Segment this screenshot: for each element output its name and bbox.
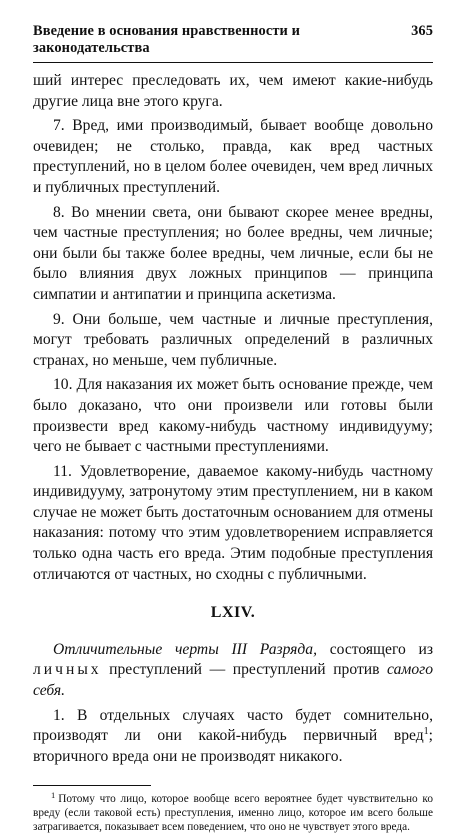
paragraph-11: 11. Удовлетворение, даваемое какому-нибудь частному индивидууму, затронутому этим преступлением, ни в каком случае не может быть достаточным основанием для отмены наказания: потому что этим удовлетворением исправляется только одна часть его вреда. Этим подобные преступления отличаются от частных, но сходны с публичными. — [33, 462, 433, 583]
footnote — [33, 789, 433, 834]
section-paragraph-1-text-a: 1. В отдельных случаях часто будет сомнительно, производят ли они какой-нибудь первичный вред — [33, 706, 433, 745]
footnote-reference[interactable]: 1 — [423, 726, 429, 738]
subtitle-italic-1: Отличительные черты III Разряда, — [53, 640, 318, 658]
page-number: 365 — [411, 23, 433, 39]
subtitle-text-2: преступлений — преступлений против — [101, 661, 388, 679]
subtitle-spaced-word: личных — [33, 661, 102, 679]
section-paragraph-1-text-b: ; вторичного вреда они не производят никакого. — [33, 727, 433, 765]
subtitle-text-1: состоящего из — [317, 640, 433, 658]
paragraph-9: 9. Они больше, чем частные и личные преступления, могут требовать различных определений в различных странах, но меньше, чем публичные. — [33, 310, 433, 369]
section-heading: LXIV. — [210, 604, 256, 622]
running-title: Введение в основания нравственности и законодательства — [33, 23, 300, 56]
paragraph-7: 7. Вред, ими производимый, бывает вообще довольно очевиден; не столько, правда, как вред частных преступлений, но в целом более очевиден, чем вред личных и публичных преступлений. — [33, 117, 433, 196]
footnote-text: Потому что лицо, которое вообще всего вероятнее будет чувствительно ко вреду (если таковой есть) преступления, именно лицо, которое им всего больше затрагивается, показывает всем поведением, что оно не чувствует этого вреда. — [33, 793, 433, 833]
running-header — [33, 0, 433, 63]
paragraph-continuation: ший интерес преследовать их, чем имеют какие-нибудь другие лица вне этого круга. — [33, 72, 433, 110]
subtitle-italic-2: самого себя. — [33, 661, 433, 700]
main-text — [33, 71, 433, 767]
paragraph-10: 10. Для наказания их может быть основание прежде, чем было доказано, что они произвели или готовы были произвести вред какому-нибудь частному индивидууму; чего не бывает с частными преступлениями. — [33, 376, 433, 456]
footnote-mark: 1 — [51, 789, 56, 800]
paragraph-8: 8. Во мнении света, они бывают скорее менее вредны, чем частные преступления; но более вредны, чем личные; они были бы также более вредны, чем личные, если бы не было влияния двух ложных принципов — принципа симпатии и антипатии и принципа аскетизма. — [33, 203, 433, 303]
section-subtitle — [33, 640, 433, 702]
section-paragraph-1 — [33, 706, 433, 768]
footnote-divider — [33, 785, 151, 786]
